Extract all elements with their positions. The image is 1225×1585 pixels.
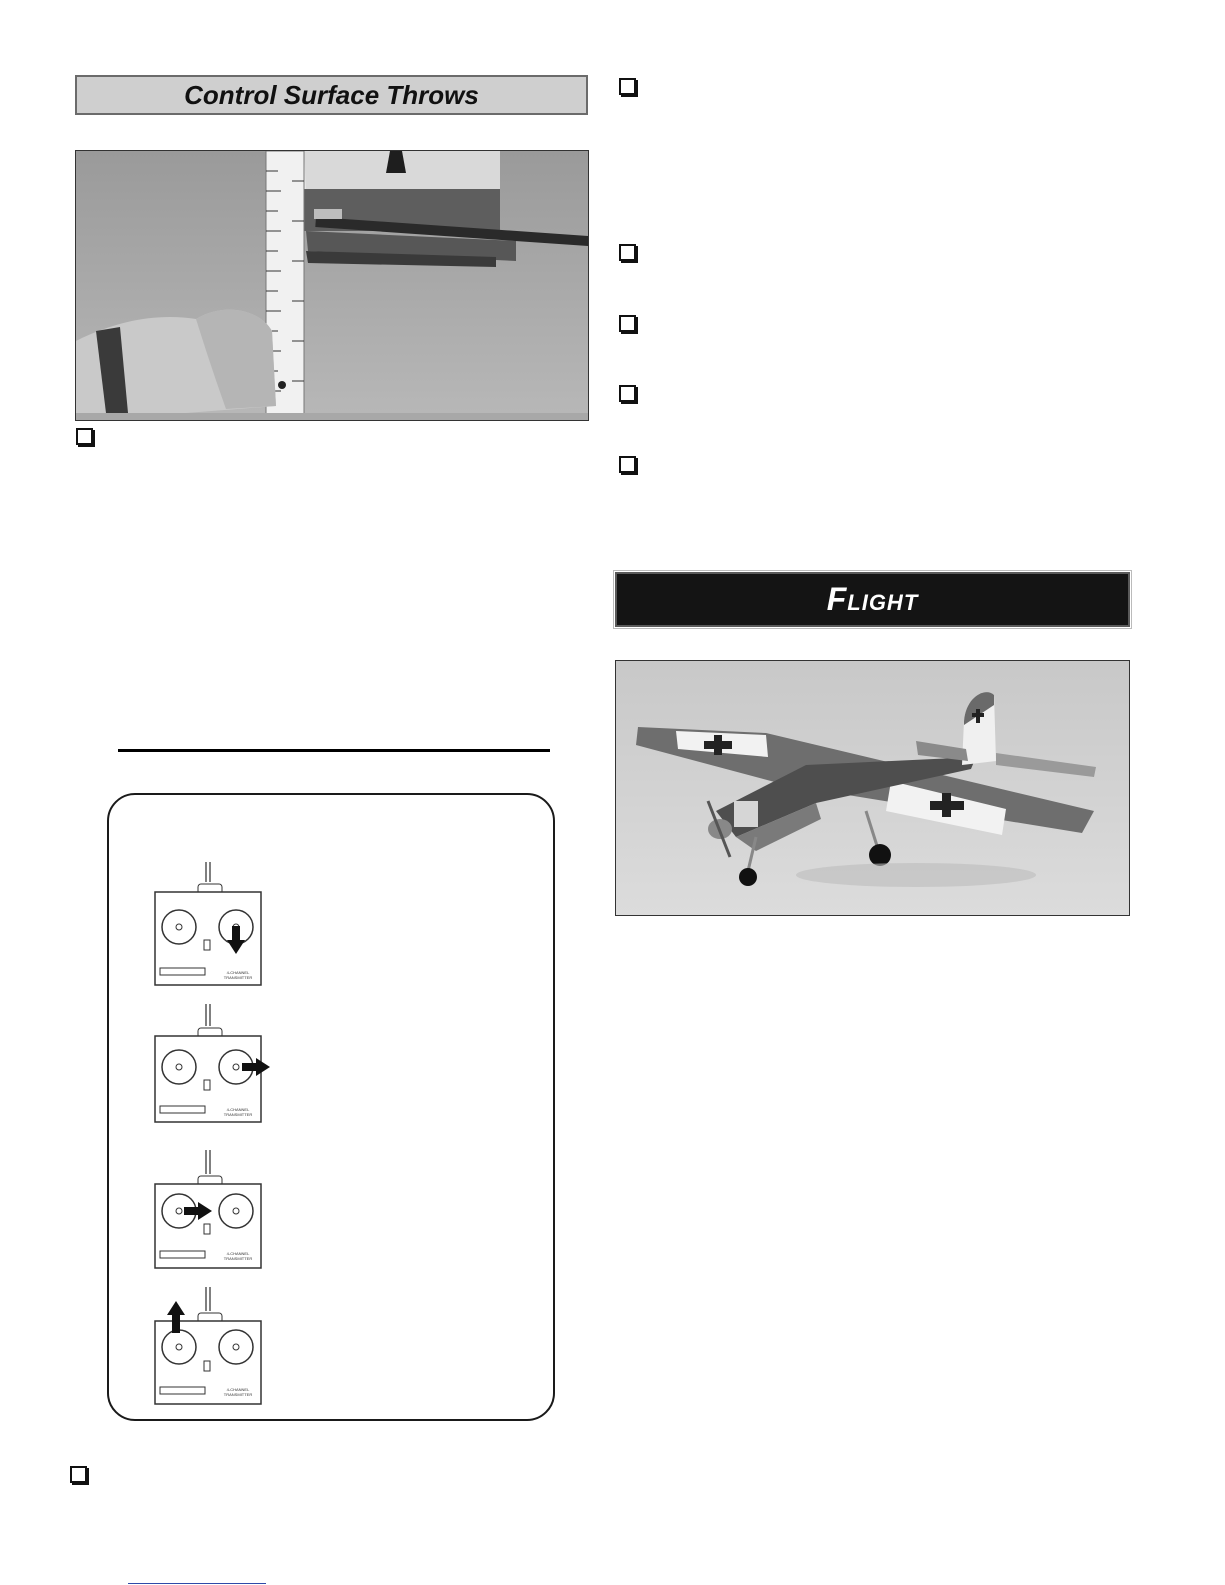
section-divider <box>118 749 550 752</box>
transmitter-caption: 4-CHANNEL TRANSMITTER <box>223 1107 253 1117</box>
checkbox-icon[interactable] <box>619 315 636 332</box>
transmitter-caption: 4-CHANNEL TRANSMITTER <box>223 970 253 980</box>
checkbox-icon[interactable] <box>619 385 636 402</box>
checkbox-icon[interactable] <box>619 78 636 95</box>
checkbox-icon[interactable] <box>619 244 636 261</box>
transmitter-caption: 4-CHANNEL TRANSMITTER <box>223 1251 253 1261</box>
ruler-measurement-photo <box>75 150 589 421</box>
checkbox-icon[interactable] <box>619 456 636 473</box>
transmitter-diagram-aileron <box>154 1004 279 1124</box>
banner-title: Control Surface Throws <box>184 79 479 110</box>
footer-link-underline[interactable] <box>128 1583 266 1584</box>
checkbox-icon[interactable] <box>70 1466 87 1483</box>
transmitter-caption: 4-CHANNEL TRANSMITTER <box>223 1387 253 1397</box>
transmitter-diagram-rudder <box>154 1150 264 1270</box>
control-surface-throws-banner <box>75 75 588 115</box>
transmitter-diagram-elevator <box>154 862 264 988</box>
checkbox-icon[interactable] <box>76 428 93 445</box>
airplane-photo <box>615 660 1130 916</box>
transmitter-diagram-throttle <box>154 1287 264 1407</box>
flight-banner <box>615 572 1130 627</box>
banner-title: Flight <box>826 581 919 617</box>
